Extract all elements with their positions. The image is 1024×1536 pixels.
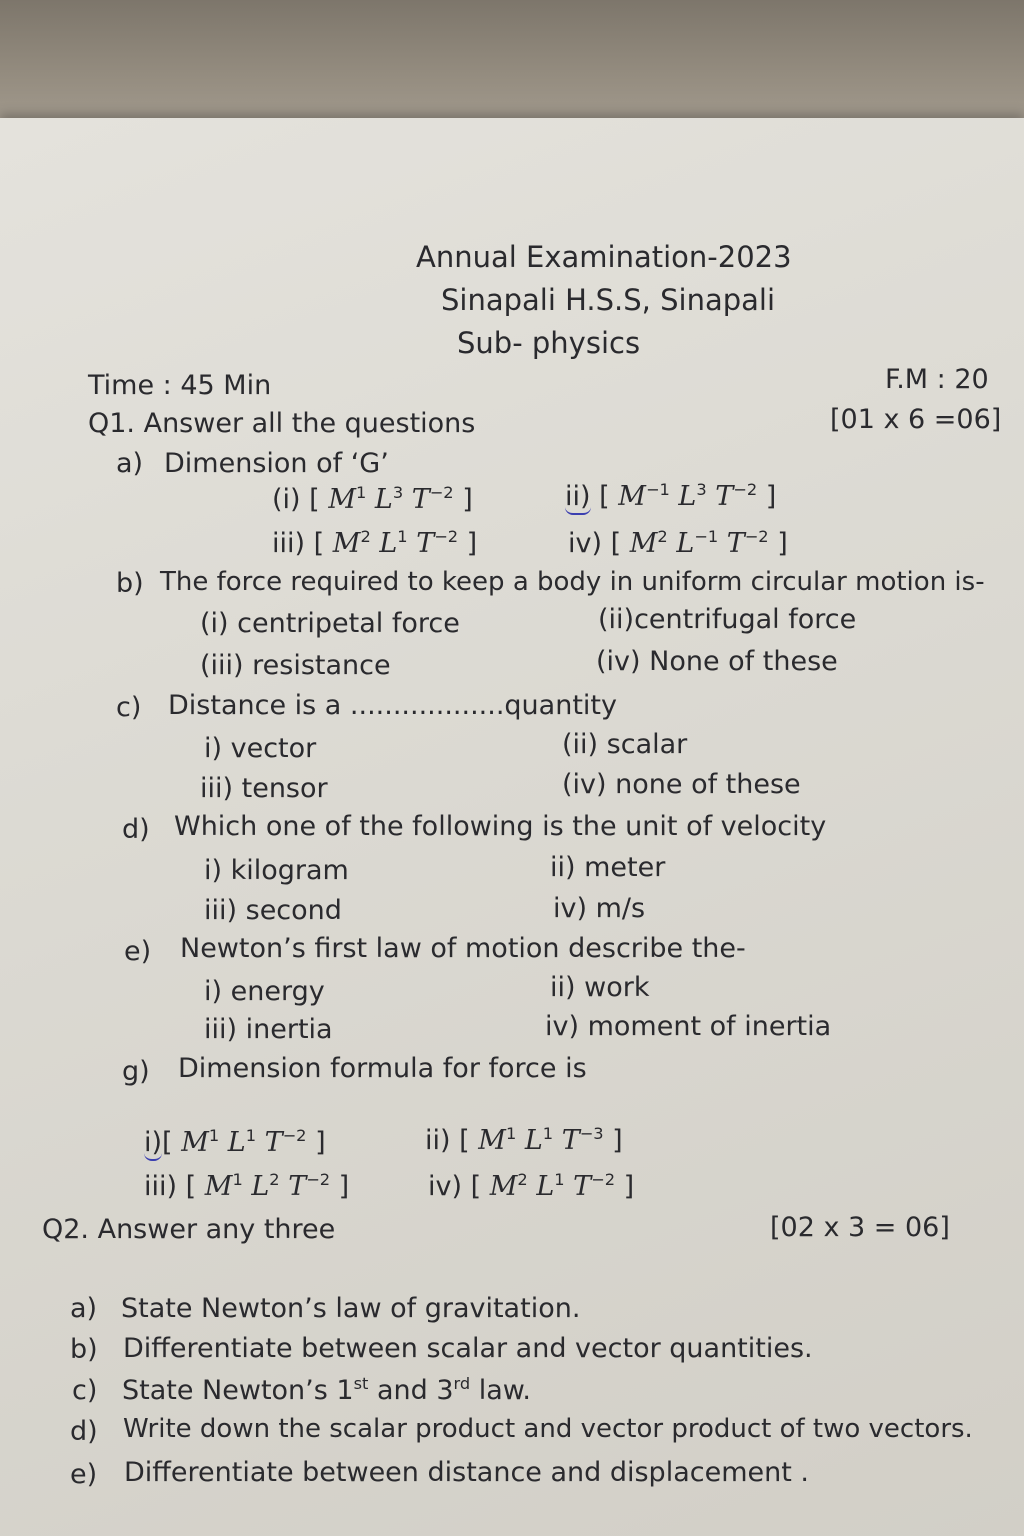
option-number: ii) [565, 481, 591, 515]
q1d-option-2: ii) meter [550, 852, 666, 883]
option-number: ii) [425, 1125, 451, 1156]
exp-t: −3 [579, 1124, 604, 1143]
exp-l: 3 [392, 483, 404, 502]
q2e-label: e) [70, 1459, 98, 1490]
exp-m: 1 [505, 1124, 517, 1143]
q2c-label: c) [72, 1375, 98, 1406]
option-number: i) [144, 1127, 162, 1161]
exam-title: Annual Examination-2023 [416, 240, 792, 274]
q1c-label: c) [116, 692, 142, 723]
q1a-option-1: (i) [ $M^1$ $L^3$ $T^{-2}$ ] [272, 483, 473, 515]
q1e-label: e) [124, 936, 152, 967]
q1c-option-1: i) vector [204, 733, 317, 764]
q2-title: Q2. Answer any three [42, 1214, 336, 1245]
option-number: (i) [272, 484, 301, 515]
exp-m: 2 [657, 527, 668, 546]
exp-m: 2 [517, 1170, 528, 1189]
q1e-question: Newton’s first law of motion describe the- [180, 933, 746, 964]
exp-m: −1 [645, 480, 670, 499]
q1b-option-4: (iv) None of these [596, 646, 838, 677]
q1c-option-2: (ii) scalar [562, 729, 688, 760]
q2d-label: d) [70, 1416, 98, 1447]
exp-l: −1 [694, 527, 719, 546]
exp-t: −2 [429, 483, 454, 502]
q2c-text-start: State Newton’s 1 [122, 1375, 354, 1406]
q2c-sup-rd: rd [453, 1374, 471, 1393]
exp-t: −2 [282, 1126, 307, 1145]
exp-l: 1 [245, 1126, 256, 1145]
q2-marks: [02 x 3 = 06] [770, 1212, 950, 1243]
exp-t: −2 [306, 1170, 331, 1189]
q1c-option-4: (iv) none of these [562, 769, 801, 800]
background-surface [0, 0, 1024, 130]
q2c-text-mid: and 3 [368, 1375, 454, 1406]
q1g-option-4: iv) [ $M^2$ $L^1$ $T^{-2}$ ] [428, 1170, 635, 1202]
exp-t: −2 [733, 480, 758, 499]
exp-l: 1 [542, 1124, 554, 1143]
q1a-option-3: iii) [ $M^2$ $L^1$ $T^{-2}$ ] [272, 527, 478, 559]
exp-l: 1 [554, 1170, 565, 1189]
q1d-option-4: iv) m/s [553, 893, 646, 924]
q2c-text-end: law. [470, 1375, 531, 1406]
q1b-label: b) [116, 568, 144, 599]
q1a-label: a) [116, 448, 144, 479]
q1b-question: The force required to keep a body in uniform circular motion is- [160, 567, 985, 597]
q1b-option-1: (i) centripetal force [200, 608, 460, 639]
exp-t: −2 [744, 527, 769, 546]
q2b-text: Differentiate between scalar and vector quantities. [123, 1333, 813, 1364]
option-number: iv) [568, 528, 603, 559]
q1e-option-2: ii) work [550, 972, 650, 1003]
q1c-option-3: iii) tensor [200, 773, 328, 804]
exp-t: −2 [434, 527, 459, 546]
time-limit: Time : 45 Min [88, 370, 272, 401]
exp-l: 1 [397, 527, 408, 546]
q1c-question: Distance is a ..................quantity [168, 690, 617, 721]
q1g-option-2: ii) [ $M^1$ $L^1$ $T^{-3}$ ] [425, 1124, 623, 1156]
q2b-label: b) [70, 1334, 98, 1365]
exp-l: 2 [269, 1170, 280, 1189]
q1d-question: Which one of the following is the unit of velocity [174, 811, 827, 842]
q1-marks: [01 x 6 =06] [830, 404, 1002, 435]
q1d-option-3: iii) second [204, 895, 342, 926]
q1a-option-4: iv) [ $M^2$ $L^{-1}$ $T^{-2}$ ] [568, 527, 788, 559]
q2a-text: State Newton’s law of gravitation. [121, 1293, 581, 1324]
q1e-option-4: iv) moment of inertia [545, 1011, 832, 1042]
q1e-option-1: i) energy [204, 976, 325, 1007]
q2c-text [122, 1375, 531, 1407]
q1d-option-1: i) kilogram [204, 855, 349, 886]
exp-l: 3 [696, 480, 707, 499]
q1g-option-1: i)[ $M^1$ $L^1$ $T^{-2}$ ] [144, 1127, 326, 1161]
exp-t: −2 [591, 1170, 616, 1189]
q1b-option-2: (ii)centrifugal force [598, 604, 857, 635]
q1e-option-3: iii) inertia [204, 1014, 333, 1045]
q2e-text: Differentiate between distance and displacement . [124, 1457, 809, 1488]
q2d-text: Write down the scalar product and vector product of two vectors. [123, 1414, 973, 1444]
option-number: iii) [144, 1171, 178, 1202]
q1a-question: Dimension of ‘G’ [164, 448, 389, 479]
full-marks: F.M : 20 [885, 364, 989, 395]
exp-m: 1 [208, 1126, 220, 1145]
exp-m: 1 [232, 1170, 243, 1189]
option-number: iii) [272, 528, 306, 559]
q1g-label: g) [122, 1056, 150, 1087]
q1a-option-2: ii) [ $M^{-1}$ $L^3$ $T^{-2}$ ] [565, 481, 776, 515]
q1g-question: Dimension formula for force is [178, 1053, 587, 1084]
subject: Sub- physics [457, 326, 641, 360]
q2a-label: a) [70, 1293, 98, 1324]
exp-m: 1 [355, 483, 367, 502]
option-number: iv) [428, 1171, 463, 1202]
school-name: Sinapali H.S.S, Sinapali [441, 283, 776, 317]
q1-title: Q1. Answer all the questions [88, 408, 476, 439]
q1g-option-3: iii) [ $M^1$ $L^2$ $T^{-2}$ ] [144, 1170, 350, 1202]
q2c-sup-st: st [353, 1374, 369, 1393]
q1d-label: d) [122, 814, 150, 845]
exp-m: 2 [360, 527, 371, 546]
q1b-option-3: (iii) resistance [200, 650, 391, 681]
